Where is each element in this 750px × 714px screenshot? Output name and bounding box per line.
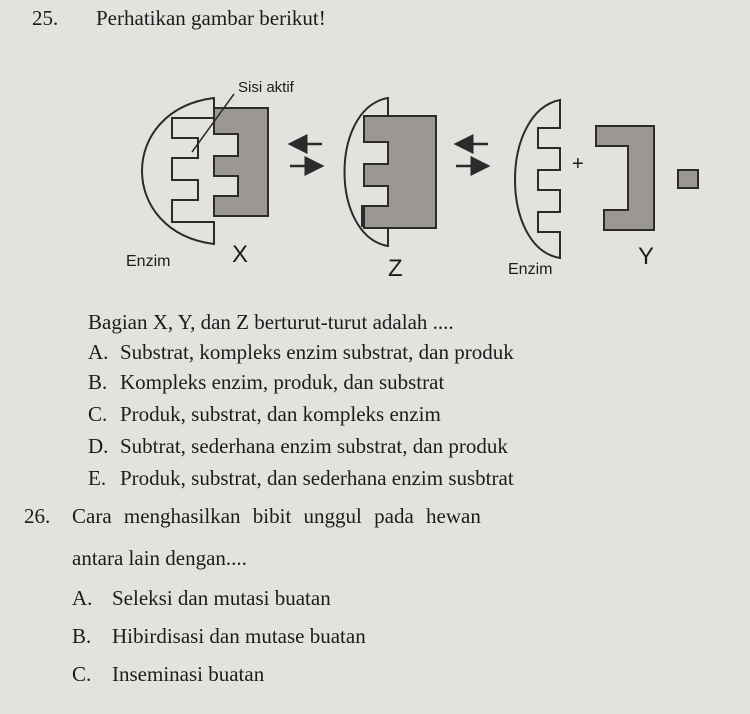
q26-option-b-text: Hibirdisasi dan mutase buatan [112, 624, 366, 648]
q25-option-a[interactable] [88, 340, 514, 365]
substrate-x-shape [214, 108, 268, 216]
label-active-site: Sisi aktif [238, 79, 294, 96]
q26-option-c[interactable] [72, 662, 264, 687]
label-z: Z [388, 255, 403, 282]
q25-option-d-text: Subtrat, sederhana enzim substrat, dan produk [120, 434, 508, 458]
enzyme-right-shape [515, 100, 560, 258]
complex-z-substrate-shape [364, 116, 436, 228]
q26-stem-line2: antara lain dengan.... [72, 546, 247, 570]
q26-stem-line1: Cara menghasilkan bibit unggul pada hewan [72, 504, 481, 528]
q25-option-c[interactable] [88, 402, 441, 427]
q26-option-b-letter: B. [72, 624, 92, 648]
enzyme-left-shape [142, 98, 214, 244]
q26-option-a[interactable] [72, 586, 331, 611]
q25-option-d-letter: D. [88, 434, 109, 458]
label-enzyme-right: Enzim [508, 261, 553, 278]
q26-option-b[interactable] [72, 624, 366, 649]
label-y: Y [638, 243, 655, 270]
q25-option-b[interactable] [88, 370, 444, 395]
q25-option-d[interactable] [88, 434, 508, 459]
q26-option-c-text: Inseminasi buatan [112, 662, 265, 686]
q25-option-a-letter: A. [88, 340, 109, 364]
product-small-square [678, 170, 698, 188]
q25-option-b-text: Kompleks enzim, produk, dan substrat [120, 370, 445, 394]
label-x: X [232, 241, 249, 268]
q25-option-e-text: Produk, substrat, dan sederhana enzim susbtrat [120, 466, 514, 490]
q25-option-b-letter: B. [88, 370, 108, 394]
q26-number: 26. [24, 504, 51, 528]
q26-option-a-text: Seleksi dan mutasi buatan [112, 586, 331, 610]
q26-option-c-letter: C. [72, 662, 92, 686]
q25-option-c-letter: C. [88, 402, 108, 426]
enzyme-substrate-figure [0, 60, 750, 290]
label-enzyme-left: Enzim [126, 253, 171, 270]
q25-option-a-text: Substrat, kompleks enzim substrat, dan produk [120, 340, 514, 364]
q25-number: 25. [32, 6, 59, 30]
q25-option-c-text: Produk, substrat, dan kompleks enzim [120, 402, 441, 426]
q26-option-a-letter: A. [72, 586, 93, 610]
q25-option-e-letter: E. [88, 466, 107, 490]
q25-instruction: Perhatikan gambar berikut! [96, 6, 326, 30]
q25-stem: Bagian X, Y, dan Z berturut-turut adalah .... [88, 310, 454, 334]
product-y-shape [596, 126, 654, 230]
label-plus: + [572, 153, 584, 175]
q25-option-e[interactable] [88, 466, 514, 491]
